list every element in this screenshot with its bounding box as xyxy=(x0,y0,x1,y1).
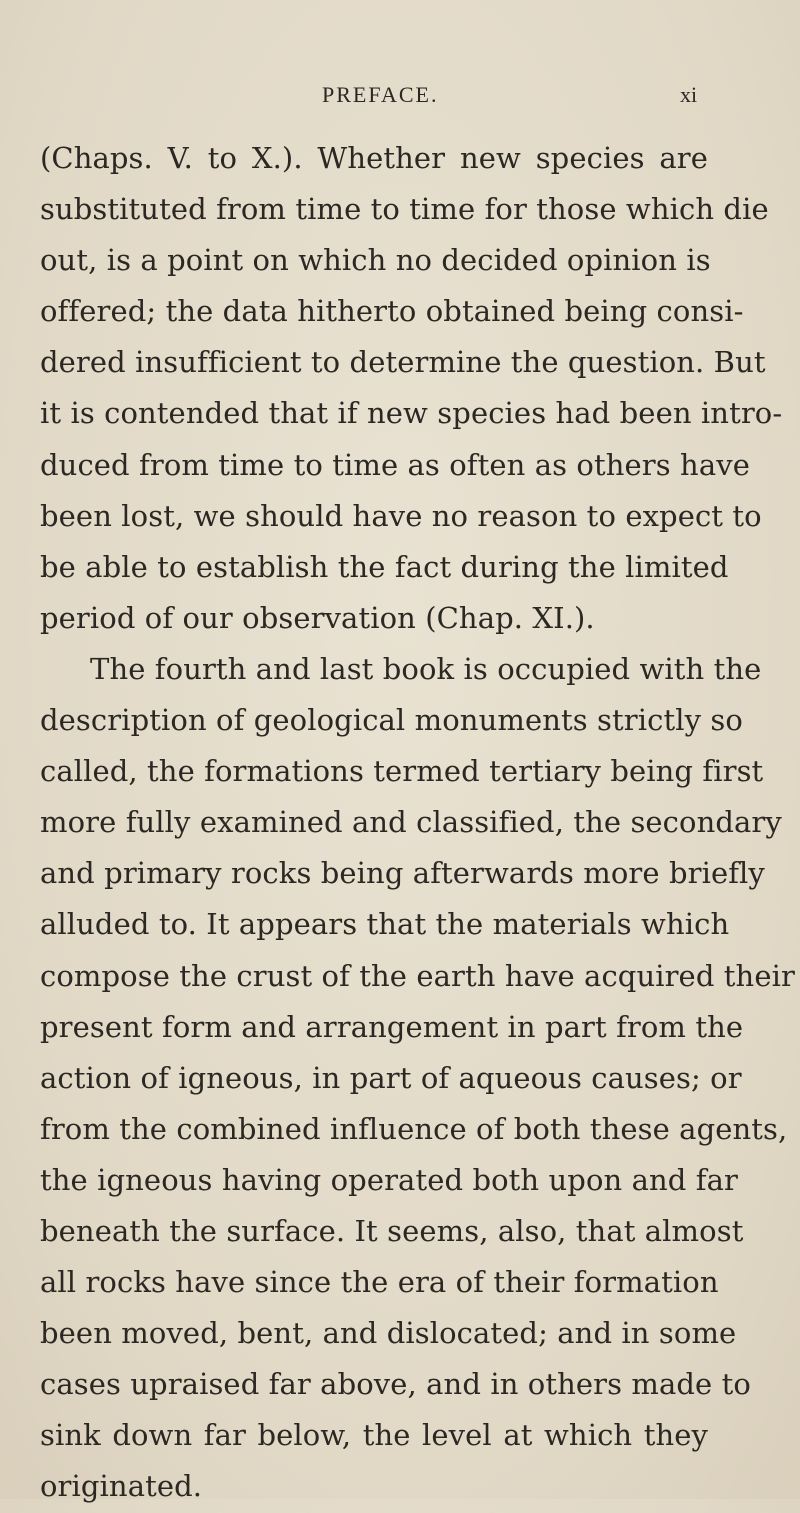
text-line: been lost, we should have no reason to expect to xyxy=(40,498,762,533)
text-line: description of geological monuments strictly so xyxy=(40,703,743,738)
text-line: from the combined influence of both these agents, xyxy=(40,1111,788,1146)
page-number: xi xyxy=(680,82,698,107)
text-line: sink down far below, the level at which they xyxy=(40,1418,708,1453)
text-line: substituted from time to time for those which die xyxy=(40,192,769,227)
text-line-paragraph-start: The fourth and last book is occupied with the xyxy=(90,651,762,686)
text-line: and primary rocks being afterwards more briefly xyxy=(40,856,765,891)
text-line: out, is a point on which no decided opinion is xyxy=(40,243,711,278)
running-head xyxy=(0,82,800,122)
text-line: cases upraised far above, and in others made to xyxy=(40,1367,751,1402)
text-line: more fully examined and classified, the secondary xyxy=(40,805,782,840)
text-line: offered; the data hitherto obtained being consi- xyxy=(40,294,744,329)
text-line: period of our observation (Chap. XI.). xyxy=(40,600,595,635)
text-line: originated. xyxy=(40,1469,203,1504)
text-line: compose the crust of the earth have acquired their xyxy=(40,958,795,993)
text-line: (Chaps. V. to X.). Whether new species are xyxy=(40,141,708,175)
text-line: it is contended that if new species had been intro- xyxy=(40,396,783,431)
body-text xyxy=(40,133,795,1513)
text-line: dered insufficient to determine the question. But xyxy=(40,345,766,380)
text-line: action of igneous, in part of aqueous causes; or xyxy=(40,1060,742,1095)
text-line: called, the formations termed tertiary being first xyxy=(40,754,764,789)
text-line: beneath the surface. It seems, also, that almost xyxy=(40,1213,744,1248)
text-line: been moved, bent, and dislocated; and in some xyxy=(40,1316,737,1351)
running-head-title: PREFACE. xyxy=(322,82,439,107)
text-line: present form and arrangement in part from the xyxy=(40,1009,744,1044)
text-line: duced from time to time as often as others have xyxy=(40,447,750,482)
text-line: all rocks have since the era of their formation xyxy=(40,1265,719,1300)
text-line: be able to establish the fact during the limited xyxy=(40,549,729,584)
text-line: alluded to. It appears that the materials which xyxy=(40,907,730,942)
text-line: the igneous having operated both upon and far xyxy=(40,1162,738,1197)
